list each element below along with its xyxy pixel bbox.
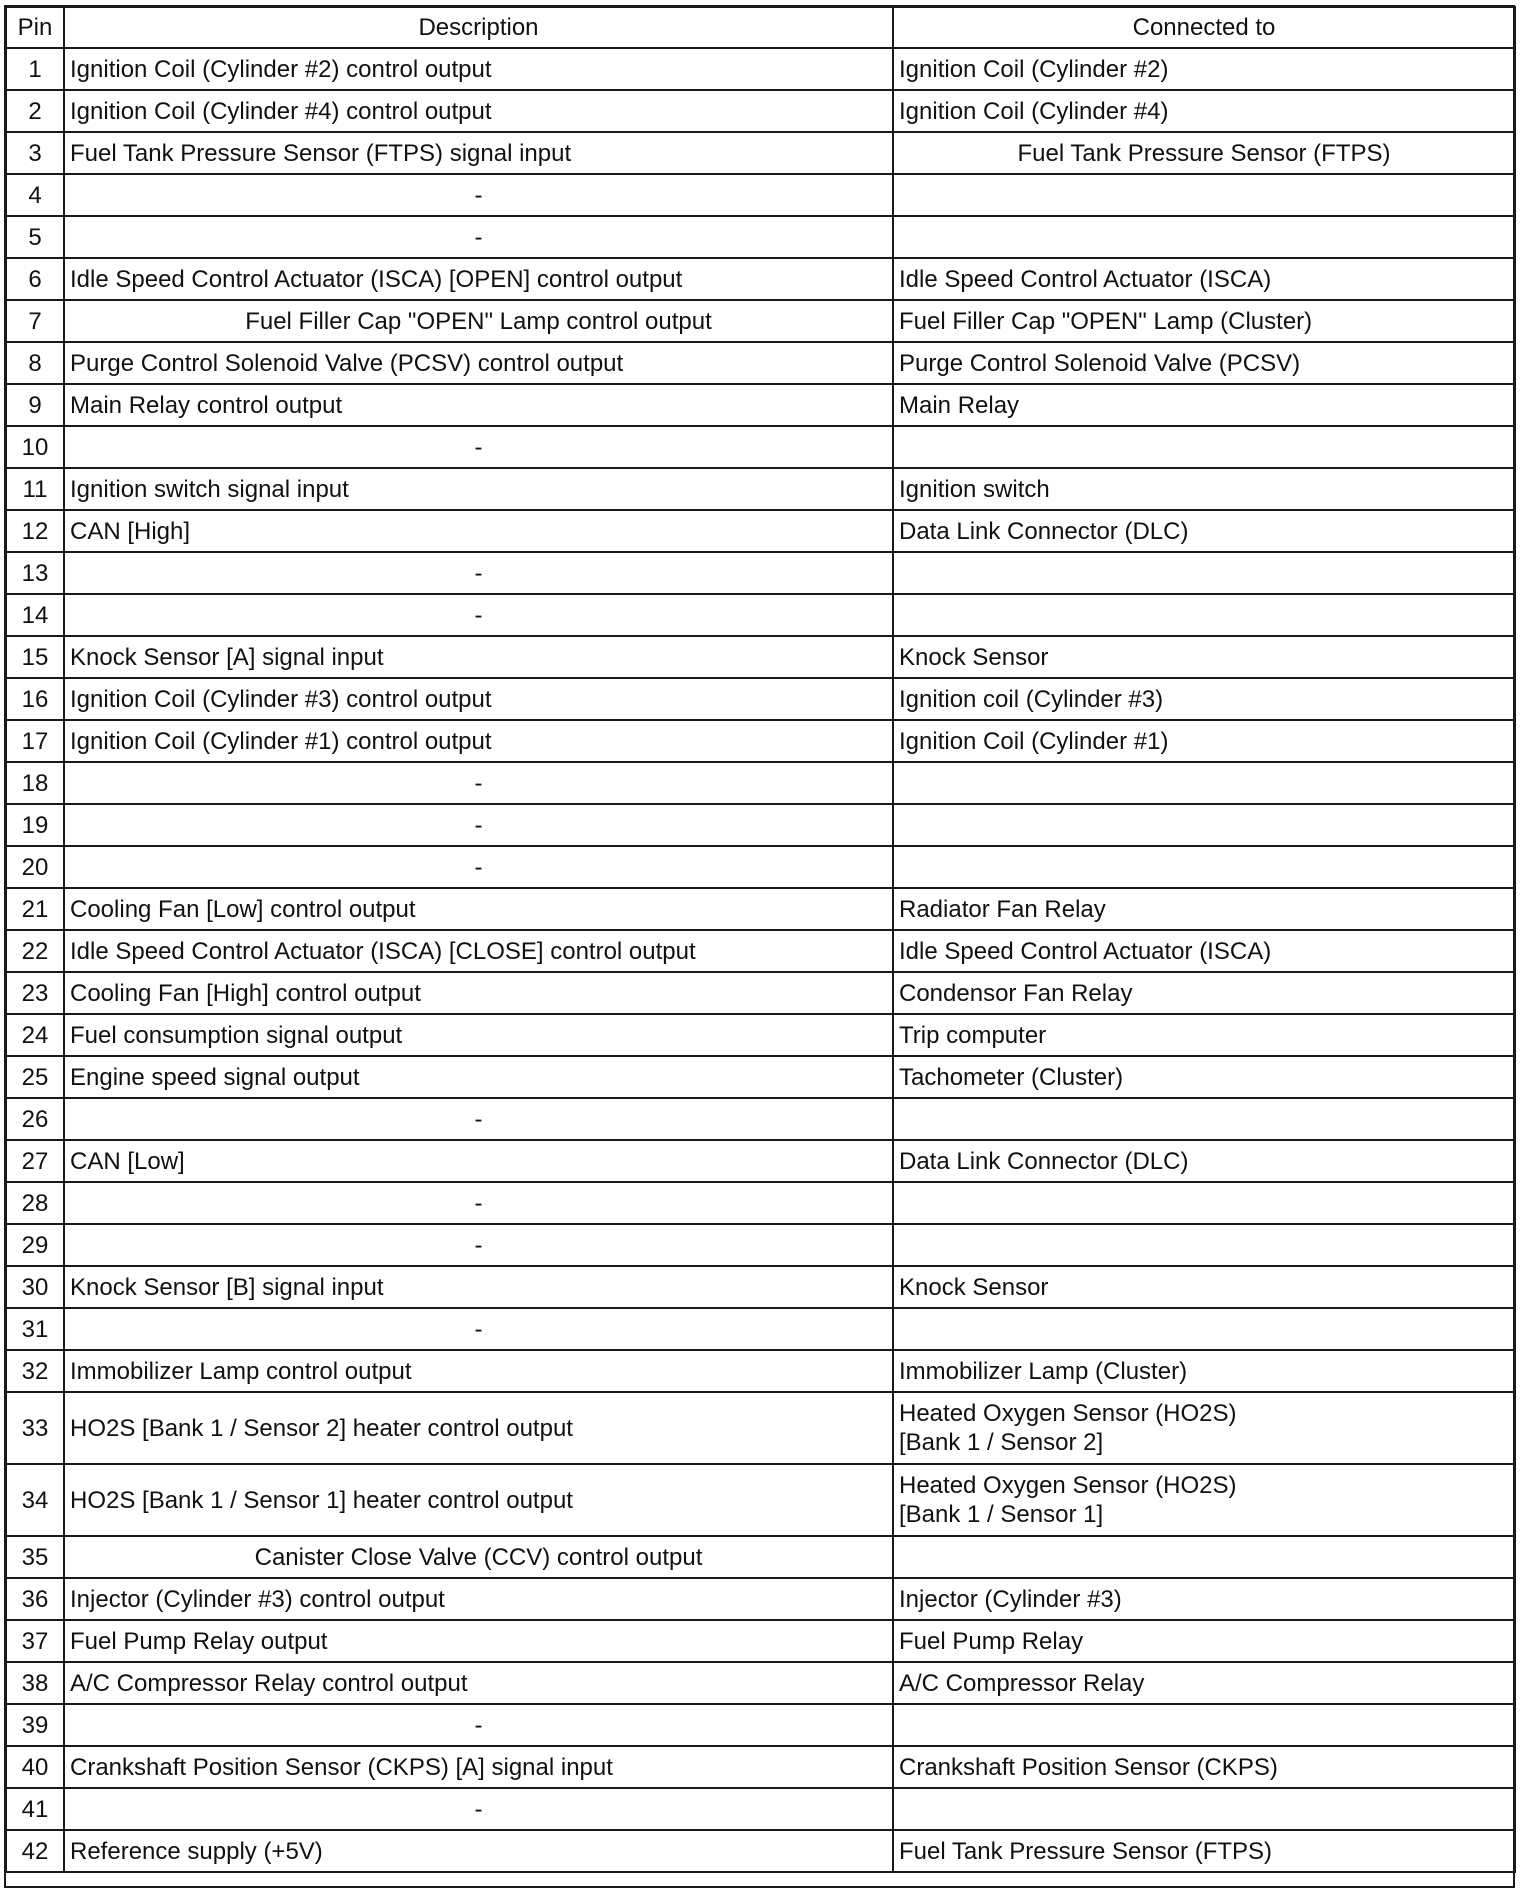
pin-connected-to [893,1788,1515,1830]
table-row [6,678,1515,720]
table-row [6,510,1515,552]
pin-connected-to: Ignition Coil (Cylinder #1) [893,720,1515,762]
table-row [6,972,1515,1014]
pin-description: - [64,1788,893,1830]
pin-connected-to [893,1704,1515,1746]
table-row [6,1578,1515,1620]
table-row [6,594,1515,636]
pin-number: 26 [6,1098,64,1140]
pin-description: Ignition Coil (Cylinder #3) control output [64,678,893,720]
pin-connected-to [893,1308,1515,1350]
pin-description: Cooling Fan [High] control output [64,972,893,1014]
pin-connected-to [893,426,1515,468]
table-row [6,132,1515,174]
table-row [6,1056,1515,1098]
pin-description: - [64,174,893,216]
table-row [6,1224,1515,1266]
pin-number: 23 [6,972,64,1014]
pin-connected-to [893,1098,1515,1140]
pin-description: Ignition Coil (Cylinder #1) control output [64,720,893,762]
table-row [6,1830,1515,1872]
pin-number: 1 [6,48,64,90]
table-row [6,1014,1515,1056]
header-pin: Pin [6,7,64,48]
pin-description: Injector (Cylinder #3) control output [64,1578,893,1620]
pin-description: HO2S [Bank 1 / Sensor 1] heater control output [64,1464,893,1536]
table-row [6,1182,1515,1224]
table-row [6,216,1515,258]
pin-description: - [64,216,893,258]
pin-number: 3 [6,132,64,174]
pin-connected-to [893,174,1515,216]
pin-description: - [64,1224,893,1266]
table-row [6,1464,1515,1536]
pin-description: Ignition switch signal input [64,468,893,510]
pin-connected-to: Idle Speed Control Actuator (ISCA) [893,930,1515,972]
pin-connected-to: Immobilizer Lamp (Cluster) [893,1350,1515,1392]
table-row [6,342,1515,384]
pin-number: 10 [6,426,64,468]
pin-number: 4 [6,174,64,216]
table-row [6,1140,1515,1182]
pin-number: 42 [6,1830,64,1872]
table-row [6,846,1515,888]
table-row [6,1704,1515,1746]
pin-description: Canister Close Valve (CCV) control output [64,1536,893,1578]
pin-connected-to [893,846,1515,888]
pin-number: 25 [6,1056,64,1098]
pin-connected-to: Data Link Connector (DLC) [893,510,1515,552]
pin-number: 35 [6,1536,64,1578]
pin-number: 29 [6,1224,64,1266]
pin-number: 14 [6,594,64,636]
pin-connected-to [893,762,1515,804]
pin-number: 8 [6,342,64,384]
pin-number: 13 [6,552,64,594]
pin-number: 2 [6,90,64,132]
table-row [6,804,1515,846]
pin-connected-to: Crankshaft Position Sensor (CKPS) [893,1746,1515,1788]
pin-description: - [64,1704,893,1746]
pin-description: Knock Sensor [B] signal input [64,1266,893,1308]
pin-description: Ignition Coil (Cylinder #4) control output [64,90,893,132]
pin-number: 40 [6,1746,64,1788]
table-row [6,1098,1515,1140]
pin-description: Idle Speed Control Actuator (ISCA) [OPEN] control output [64,258,893,300]
pin-connected-to [893,216,1515,258]
pin-description: Fuel Pump Relay output [64,1620,893,1662]
pin-number: 15 [6,636,64,678]
table-row [6,636,1515,678]
pin-table [5,6,1516,1873]
pin-connected-to: Ignition switch [893,468,1515,510]
table-row [6,1746,1515,1788]
pin-description: - [64,1308,893,1350]
header-description: Description [64,7,893,48]
table-row [6,48,1515,90]
pin-connected-to: A/C Compressor Relay [893,1662,1515,1704]
pin-connected-to: Heated Oxygen Sensor (HO2S) [Bank 1 / Sensor 1] [893,1464,1515,1536]
pin-number: 22 [6,930,64,972]
pin-description: - [64,552,893,594]
pin-number: 21 [6,888,64,930]
pin-connected-to: Fuel Pump Relay [893,1620,1515,1662]
pin-description: Idle Speed Control Actuator (ISCA) [CLOSE] control output [64,930,893,972]
pin-number: 27 [6,1140,64,1182]
table-row [6,1788,1515,1830]
table-row [6,762,1515,804]
pin-connected-to: Ignition Coil (Cylinder #2) [893,48,1515,90]
pin-connected-to [893,1182,1515,1224]
pin-description: Crankshaft Position Sensor (CKPS) [A] signal input [64,1746,893,1788]
pin-connected-to: Condensor Fan Relay [893,972,1515,1014]
pin-number: 38 [6,1662,64,1704]
pin-description: - [64,426,893,468]
pin-number: 18 [6,762,64,804]
table-row [6,90,1515,132]
pin-description: Engine speed signal output [64,1056,893,1098]
pin-description: CAN [High] [64,510,893,552]
pin-connected-to: Trip computer [893,1014,1515,1056]
table-row [6,1266,1515,1308]
table-row [6,174,1515,216]
pin-description: Reference supply (+5V) [64,1830,893,1872]
pin-connected-to: Knock Sensor [893,636,1515,678]
pin-description: HO2S [Bank 1 / Sensor 2] heater control output [64,1392,893,1464]
pin-connected-to: Injector (Cylinder #3) [893,1578,1515,1620]
pin-connected-to: Radiator Fan Relay [893,888,1515,930]
pin-description: - [64,594,893,636]
pin-connected-to [893,594,1515,636]
table-row [6,1392,1515,1464]
pin-number: 19 [6,804,64,846]
pin-number: 36 [6,1578,64,1620]
pin-number: 30 [6,1266,64,1308]
pin-description: - [64,804,893,846]
table-row [6,888,1515,930]
pin-number: 41 [6,1788,64,1830]
pin-description: Purge Control Solenoid Valve (PCSV) control output [64,342,893,384]
table-row [6,1536,1515,1578]
pin-number: 33 [6,1392,64,1464]
pin-description: A/C Compressor Relay control output [64,1662,893,1704]
table-row [6,1308,1515,1350]
table-row [6,258,1515,300]
pin-connected-to: Tachometer (Cluster) [893,1056,1515,1098]
pin-number: 11 [6,468,64,510]
pin-connected-to: Knock Sensor [893,1266,1515,1308]
table-row [6,468,1515,510]
pin-connected-to [893,1536,1515,1578]
table-row [6,426,1515,468]
pin-connected-to: Fuel Tank Pressure Sensor (FTPS) [893,1830,1515,1872]
pin-description: Fuel consumption signal output [64,1014,893,1056]
pin-connected-to: Main Relay [893,384,1515,426]
pin-number: 6 [6,258,64,300]
pin-connected-to: Purge Control Solenoid Valve (PCSV) [893,342,1515,384]
table-row [6,1350,1515,1392]
pin-connected-to: Data Link Connector (DLC) [893,1140,1515,1182]
pin-number: 16 [6,678,64,720]
pin-number: 28 [6,1182,64,1224]
pin-number: 34 [6,1464,64,1536]
table-row [6,384,1515,426]
pin-number: 39 [6,1704,64,1746]
pin-connected-to [893,804,1515,846]
table-body [6,48,1515,1872]
pin-number: 32 [6,1350,64,1392]
header-row [6,7,1515,48]
pin-description: - [64,1182,893,1224]
pin-number: 5 [6,216,64,258]
pin-description: - [64,1098,893,1140]
pin-number: 12 [6,510,64,552]
pin-number: 37 [6,1620,64,1662]
pin-description: Main Relay control output [64,384,893,426]
table-row [6,1662,1515,1704]
pin-number: 31 [6,1308,64,1350]
pin-connected-to: Heated Oxygen Sensor (HO2S) [Bank 1 / Sensor 2] [893,1392,1515,1464]
pin-description: Knock Sensor [A] signal input [64,636,893,678]
pin-connected-to [893,1224,1515,1266]
pin-description: - [64,762,893,804]
pin-description: Cooling Fan [Low] control output [64,888,893,930]
pin-description: Immobilizer Lamp control output [64,1350,893,1392]
table-header [6,7,1515,48]
pin-description: CAN [Low] [64,1140,893,1182]
pin-number: 17 [6,720,64,762]
pin-description: Fuel Filler Cap "OPEN" Lamp control output [64,300,893,342]
pin-number: 9 [6,384,64,426]
header-connected-to: Connected to [893,7,1515,48]
table-row [6,300,1515,342]
pin-connected-to: Fuel Filler Cap "OPEN" Lamp (Cluster) [893,300,1515,342]
pin-connected-to: Ignition coil (Cylinder #3) [893,678,1515,720]
pin-connected-to: Fuel Tank Pressure Sensor (FTPS) [893,132,1515,174]
pin-connected-to: Ignition Coil (Cylinder #4) [893,90,1515,132]
table-row [6,930,1515,972]
pin-description: - [64,846,893,888]
pin-description: Ignition Coil (Cylinder #2) control output [64,48,893,90]
pin-number: 24 [6,1014,64,1056]
table-row [6,552,1515,594]
pin-connected-to: Idle Speed Control Actuator (ISCA) [893,258,1515,300]
table-row [6,1620,1515,1662]
table-row [6,720,1515,762]
pin-number: 7 [6,300,64,342]
pin-number: 20 [6,846,64,888]
pin-description: Fuel Tank Pressure Sensor (FTPS) signal input [64,132,893,174]
pin-connected-to [893,552,1515,594]
